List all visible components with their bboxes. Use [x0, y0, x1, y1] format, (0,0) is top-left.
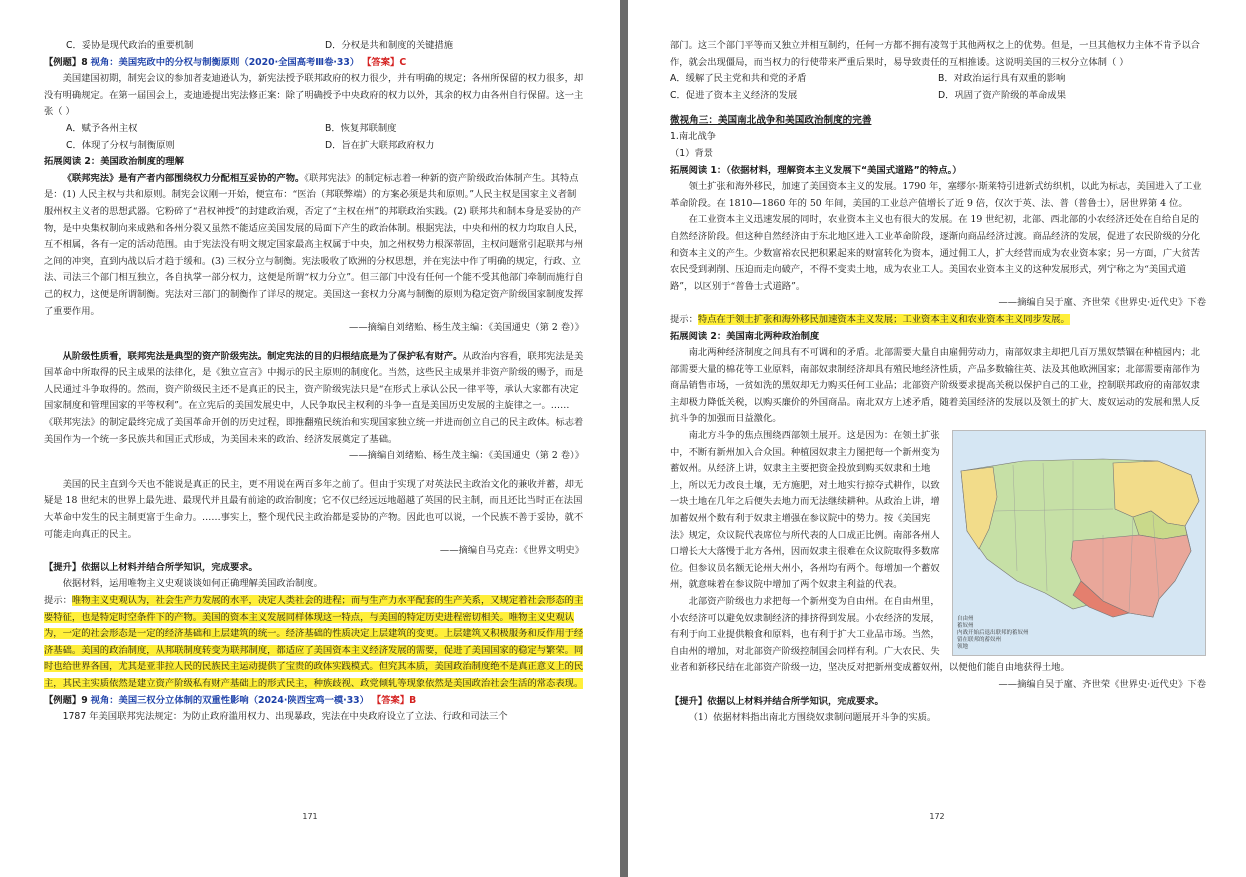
- lift-task: 依据材料，运用唯物主义史观谈谈如何正确理解美国政治制度。: [62, 578, 323, 590]
- example-9-options-row2: [670, 88, 1206, 105]
- reading-2-paragraph-2: 南北方斗争的焦点围绕西部领土展开。这是因为：在领土扩张中，不断有新州加入合众国。种植园奴隶主力图把每一个新州变为蓄奴州。从经济上讲，奴隶主主要把资金投放到购买奴隶和土地上，所以无力改良土壤，无方施肥，对土地实行掠夺式耕作，以致一块土地在几年之后便失去地力而无法继续耕种。从政治上讲，增加蓄奴州个数有利于奴隶主增强在参议院中的势力。按《美国宪法》规定，众议院代表席位与所代表的人口成正比例。南部各州人口增长大大落慢于北方各州，因而奴隶主很难在众议院取得多数席位。但参议员名额无论州大州小，各州均有两个。每增加一个蓄奴州，就意味着在参议院中增加了两个奴隶主利益的代表。: [670, 430, 940, 591]
- example-title: 视角：美国三权分立体制的双重性影响（2024·陕西宝鸡一模·33）: [90, 694, 369, 706]
- hint-label: 提示：: [44, 595, 72, 606]
- option-c: C．促进了资本主义经济的发展: [670, 89, 798, 101]
- hint-1: [670, 312, 1206, 329]
- reading-paragraph-1: [44, 171, 584, 320]
- lift-label: 【提升】依据以上材料并结合所学知识，完成要求。: [44, 561, 258, 573]
- answer-label: 【答案】: [362, 56, 400, 68]
- legend-item: 内战开始后退出联邦的蓄奴州: [957, 630, 1029, 637]
- paragraph-text: 《联邦宪法》的制定标志着一种新的资产阶级政治体制产生。其特点是：(1) 人民主权与共和原则。制宪会议刚一开始，便宣布：“医治（邦联弊端）的方案必须是共和原则。”人民主权是国家主义者制服州权主义者的思想武器。它粉碎了“君权神授”的封建政治观，否定了“主权在州”的邦联政治实践。(2) 联邦共和制本身是妥协的产物，是中央集权制向来成熟和各州分裂又虽然不能适应美国发展的局面下产生的政治体制。根据宪法，中央和州的权力均取自人民，互不相属，各有一定的活动范围。由于宪法没有明文规定国家最高主权属于中央，加之州权势力根深蒂固，主权问题常引起联邦与州之间的冲突，直到内战以后才趋于缓和。(3) 三权分立与制衡。宪法吸收了欧洲的分权思想，并在宪法中作了明确的规定，行政、立法、司法三个部门相互独立，各自执掌一部分权力，这便是所谓“权力分立”。但三部门中没有任何一个能不受其他部门牵制而施行自己的权力，这便是所谓制衡。宪法对三部门的制衡作了详尽的规定。美国这一套权力分离与制衡的原则为稳定资产阶级国家制度发挥了重要作用。: [44, 172, 584, 317]
- example-8-stem: 美国建国初期，制宪会议的参加者麦迪逊认为，新宪法授予联邦政府的权力很少，并有明确的规定；各州所保留的权力很多，却没有明确规定。在第一届国会上，麦迪逊提出宪法修正案：除了明确授予中央政府的权力以外，其余的权力由各州自行保留。这一主张（ ）: [44, 73, 584, 118]
- legend-item: 自由州: [957, 616, 974, 623]
- option-d: D．巩固了资产阶级的革命成果: [938, 89, 1067, 101]
- section-angle-3: 微视角三：美国南北战争和美国政治制度的完善: [670, 115, 872, 127]
- left-page-content: [44, 38, 584, 726]
- option-d: D．分权是共和制度的关键措施: [325, 40, 454, 51]
- example-8-options-row1: [44, 121, 584, 138]
- reading-paragraph-2: [44, 349, 584, 449]
- reading-1-paragraph-2: 在工业资本主义迅速发展的同时，农业资本主义也有很大的发展。在 19 世纪初，北部、西北部的小农经济还处在自给自足的自然经济阶段。但这种自然经济由于东北地区进入工业革命阶段，逐渐向商品经济过渡。商品经济的发展，促进了农民阶级的分化和资本主义的产生。少数富裕农民把积累起来的财富转化为资本，通过佣工人，扩大经营而成为农业资本家；另一方面，广大贫苦农民受到剥削、压迫而走向破产，不得不变卖土地，成为农业工人。美国农业资本主义的这种发展形式，列宁称之为“美国式道路”，以区别于“普鲁士式道路”。: [670, 214, 1200, 292]
- answer-value: B: [409, 694, 417, 706]
- example-tag: 【例题】9: [44, 694, 88, 706]
- subsection-background: （1）背景: [670, 147, 714, 159]
- option-c: C．妥协是现代政治的重要机制: [66, 40, 194, 51]
- answer-value: C: [399, 56, 407, 68]
- left-page: [0, 0, 620, 877]
- source-citation: ——摘编自吴于廑、齐世荣《世界史·近代史》下卷: [998, 297, 1206, 309]
- paragraph-lead: 《联邦宪法》是有产者内部围绕权力分配相互妥协的产物。: [62, 172, 305, 184]
- hint-text-highlighted: 特点在于领土扩张和海外移民加速资本主义发展；工业资本主义和农业资本主义同步发展。: [697, 313, 1070, 325]
- source-citation: ——摘编自刘绪贻、杨生茂主编：《美国通史（第 2 卷）》: [349, 450, 584, 462]
- option-b: B．恢复邦联制度: [325, 122, 397, 134]
- page-number: 171: [302, 812, 318, 821]
- example-9-options-row1: [670, 71, 1206, 88]
- source-citation: ——摘编自吴于廑、齐世荣《世界史·近代史》下卷: [998, 678, 1206, 690]
- answer-label: 【答案】: [371, 694, 410, 706]
- reading-2-paragraph-1: 南北两种经济制度之间具有不可调和的矛盾。北部需要大量自由雇佣劳动力，南部奴隶主却把几百万黑奴禁锢在种植园内；北部需要大量的棉花等工业原料，南部奴隶制经济却具有殖民地经济性质，产品多数输往英、法及其他欧洲国家；北部需要南部作为商品销售市场，一贫如洗的黑奴却无力购买任何工业品；北部资产阶级要求提高关税以保护自己的工业，控制联邦政府的南部奴隶主却极力降低关税，以购买廉价的外国商品。南北双方上述矛盾，随着美国经济的发展以及领土的扩大、废奴运动的发展和黑人反抗斗争的加强而日益激化。: [670, 347, 1200, 425]
- option-a: A．缓解了民主党和共和党的矛盾: [670, 73, 807, 85]
- reading-paragraph-3: 美国的民主直到今天也不能说是真正的民主，更不用说在两百多年之前了。但由于实现了对英法民主政治文化的兼收并蓄，却无疑是 18 世纪末的世界上最先进、最现代并且最有前途的政治制度；它不仅已经远远地超越了英国的民主制，而且还比当时正在法国大革命中发生的民主制更富于生命力。……事实上，整个现代民主政治都是妥协的产物。因此也可以说，一个民族不善于妥协，就不可能走向真正的民主。: [44, 478, 584, 540]
- example-9-stem-continued: 部门。这三个部门平等而又独立并相互制约，任何一方都不拥有凌驾于其他两权之上的优势。但是，一旦其他权力主体不肯予以合作，就会出现僵局，而当权力的行使带来严重后果时，易导致责任的互相推诿。这说明美国的三权分立体制（ ）: [670, 40, 1200, 68]
- legend-item: 蓄奴州: [957, 623, 974, 630]
- reading-2-heading: 拓展阅读 2：美国南北两种政治制度: [670, 330, 820, 342]
- option-b: B．对政治运行具有双重的影响: [938, 73, 1066, 85]
- section-civil-war: 1.南北战争: [670, 131, 717, 143]
- lift-label: 【提升】依据以上材料并结合所学知识，完成要求。: [670, 695, 884, 707]
- question-options-prev: [44, 38, 584, 55]
- civil-war-map: [952, 430, 1206, 656]
- legend-item: 领地: [957, 644, 969, 651]
- page-number: 172: [929, 812, 945, 821]
- map-legend: [957, 616, 1029, 651]
- paragraph-lead: 从阶级性质看，联邦宪法是典型的资产阶级宪法。制定宪法的目的归根结底是为了保护私有财产。: [62, 350, 463, 362]
- example-8-header: [44, 55, 584, 72]
- paragraph-text: 从政治内容看，联邦宪法是美国革命中所取得的民主成果的法律化，是《独立宣言》中揭示的民主原则的制度化。当然，这些民主成果并非资产阶级的赐予，而是人民通过斗争取得的。然而，资产阶级民主还不是真正的民主，资产阶级宪法只是“在形式上承认公民一律平等，承认大家都有决定国家制度和管理国家的平等权利”。在立宪后的美国发展史中，人民争取民主权利的斗争一直是美国历史发展的主旋律之一。……《联邦宪法》的制定最终完成了美国革命开创的历史过程，即推翻殖民统治和实现国家独立统一并进而创立自己的民主政体。标志着美国作为一个统一多民族共和国正式形成，为美国未来的政治、经济发展奠定了基础。: [44, 350, 584, 445]
- example-tag: 【例题】8: [44, 56, 88, 68]
- hint-label: 提示：: [670, 313, 698, 325]
- source-citation: ——摘编自马克垚：《世界文明史》: [439, 545, 584, 557]
- example-9-stem: 1787 年美国联邦宪法规定：为防止政府滥用权力、出现暴政，宪法在中央政府设立了立法、行政和司法三个: [62, 711, 508, 723]
- example-8-options-row2: [44, 138, 584, 155]
- reading-2-paragraph-3: 北部资产阶级也力求把每一个新州变为自由州。在自由州里，小农经济可以避免奴隶制经济的排挤得到发展。小农经济的发展，有利于向工业提供粮食和原料，也有利于扩大工业品市场。当然，自由州的增加，对北部资产阶级控制国会同样有利。广大农民、失业者和新移民结在北部资产阶级一边，坚决反对把新州变成蓄奴州，以便他们能自由地获得土地。: [670, 596, 1070, 674]
- option-d: D．旨在扩大联邦政府权力: [325, 139, 435, 151]
- example-9-header: [44, 693, 584, 710]
- example-title: 视角：美国宪政中的分权与制衡原则（2020·全国高考Ⅲ卷·33）: [90, 56, 360, 68]
- legend-item: 留在联邦的蓄奴州: [957, 637, 1002, 644]
- reading-1-heading: 拓展阅读 1：（依据材料，理解资本主义发展下“美国式道路”的特点。）: [670, 164, 962, 176]
- reading-1-paragraph-1: 领土扩张和海外移民，加速了美国资本主义的发展。1790 年，塞缪尔·斯莱特引进新式纺织机，以此为标志，美国进入了工业革命阶段。在 1810—1860 年的 50 年间，美国的工业总产值增长了近 9 倍，仅次于英、法、普（普鲁士），居世界第 4 位。: [670, 181, 1202, 209]
- page-gutter: [620, 0, 628, 877]
- right-page: [628, 0, 1246, 877]
- right-page-content: [670, 38, 1206, 727]
- option-c: C．体现了分权与制衡原则: [66, 139, 175, 151]
- reading-2-heading: 拓展阅读 2：美国政治制度的理解: [44, 156, 184, 168]
- hint-text-highlighted: 唯物主义史观认为，社会生产力发展的水平，决定人类社会的进程；而与生产力水平配套的生产关系，又规定着社会形态的主要特征，也是特定时空条件下的产物。美国的资本主义发展同样体现这一特点，与美国的特定历史进程密切相关。唯物主义史观认为，一定的社会形态是一定的经济基础和上层建筑的统一。经济基础的性质决定上层建筑的变更。上层建筑又积极服务和反作用于经济基础。美国的政治制度，从邦联制度转变为联邦制度，都适应了美国资本主义经济发展的需要，促进了美国国家的稳定与繁荣。同时也给世界各国，尤其是亚非拉人民的民族民主运动提供了宝贵的政体实践模式。但究其本质，美国政治制度绝不是真正意义上的民主，其民主实质依然是建立资产阶级私有财产基础上的形式民主，种族歧视、政党倾轧等现象依然是美国政治社会生活的常态表现。: [44, 595, 584, 689]
- lift-question: （1）依据材料指出南北方围绕奴隶制问题展开斗争的实质。: [688, 712, 937, 724]
- source-citation: ——摘编自刘绪贻、杨生茂主编：《美国通史（第 2 卷）》: [349, 322, 584, 334]
- option-a: A．赋予各州主权: [66, 122, 138, 134]
- lift-hint: [44, 593, 584, 693]
